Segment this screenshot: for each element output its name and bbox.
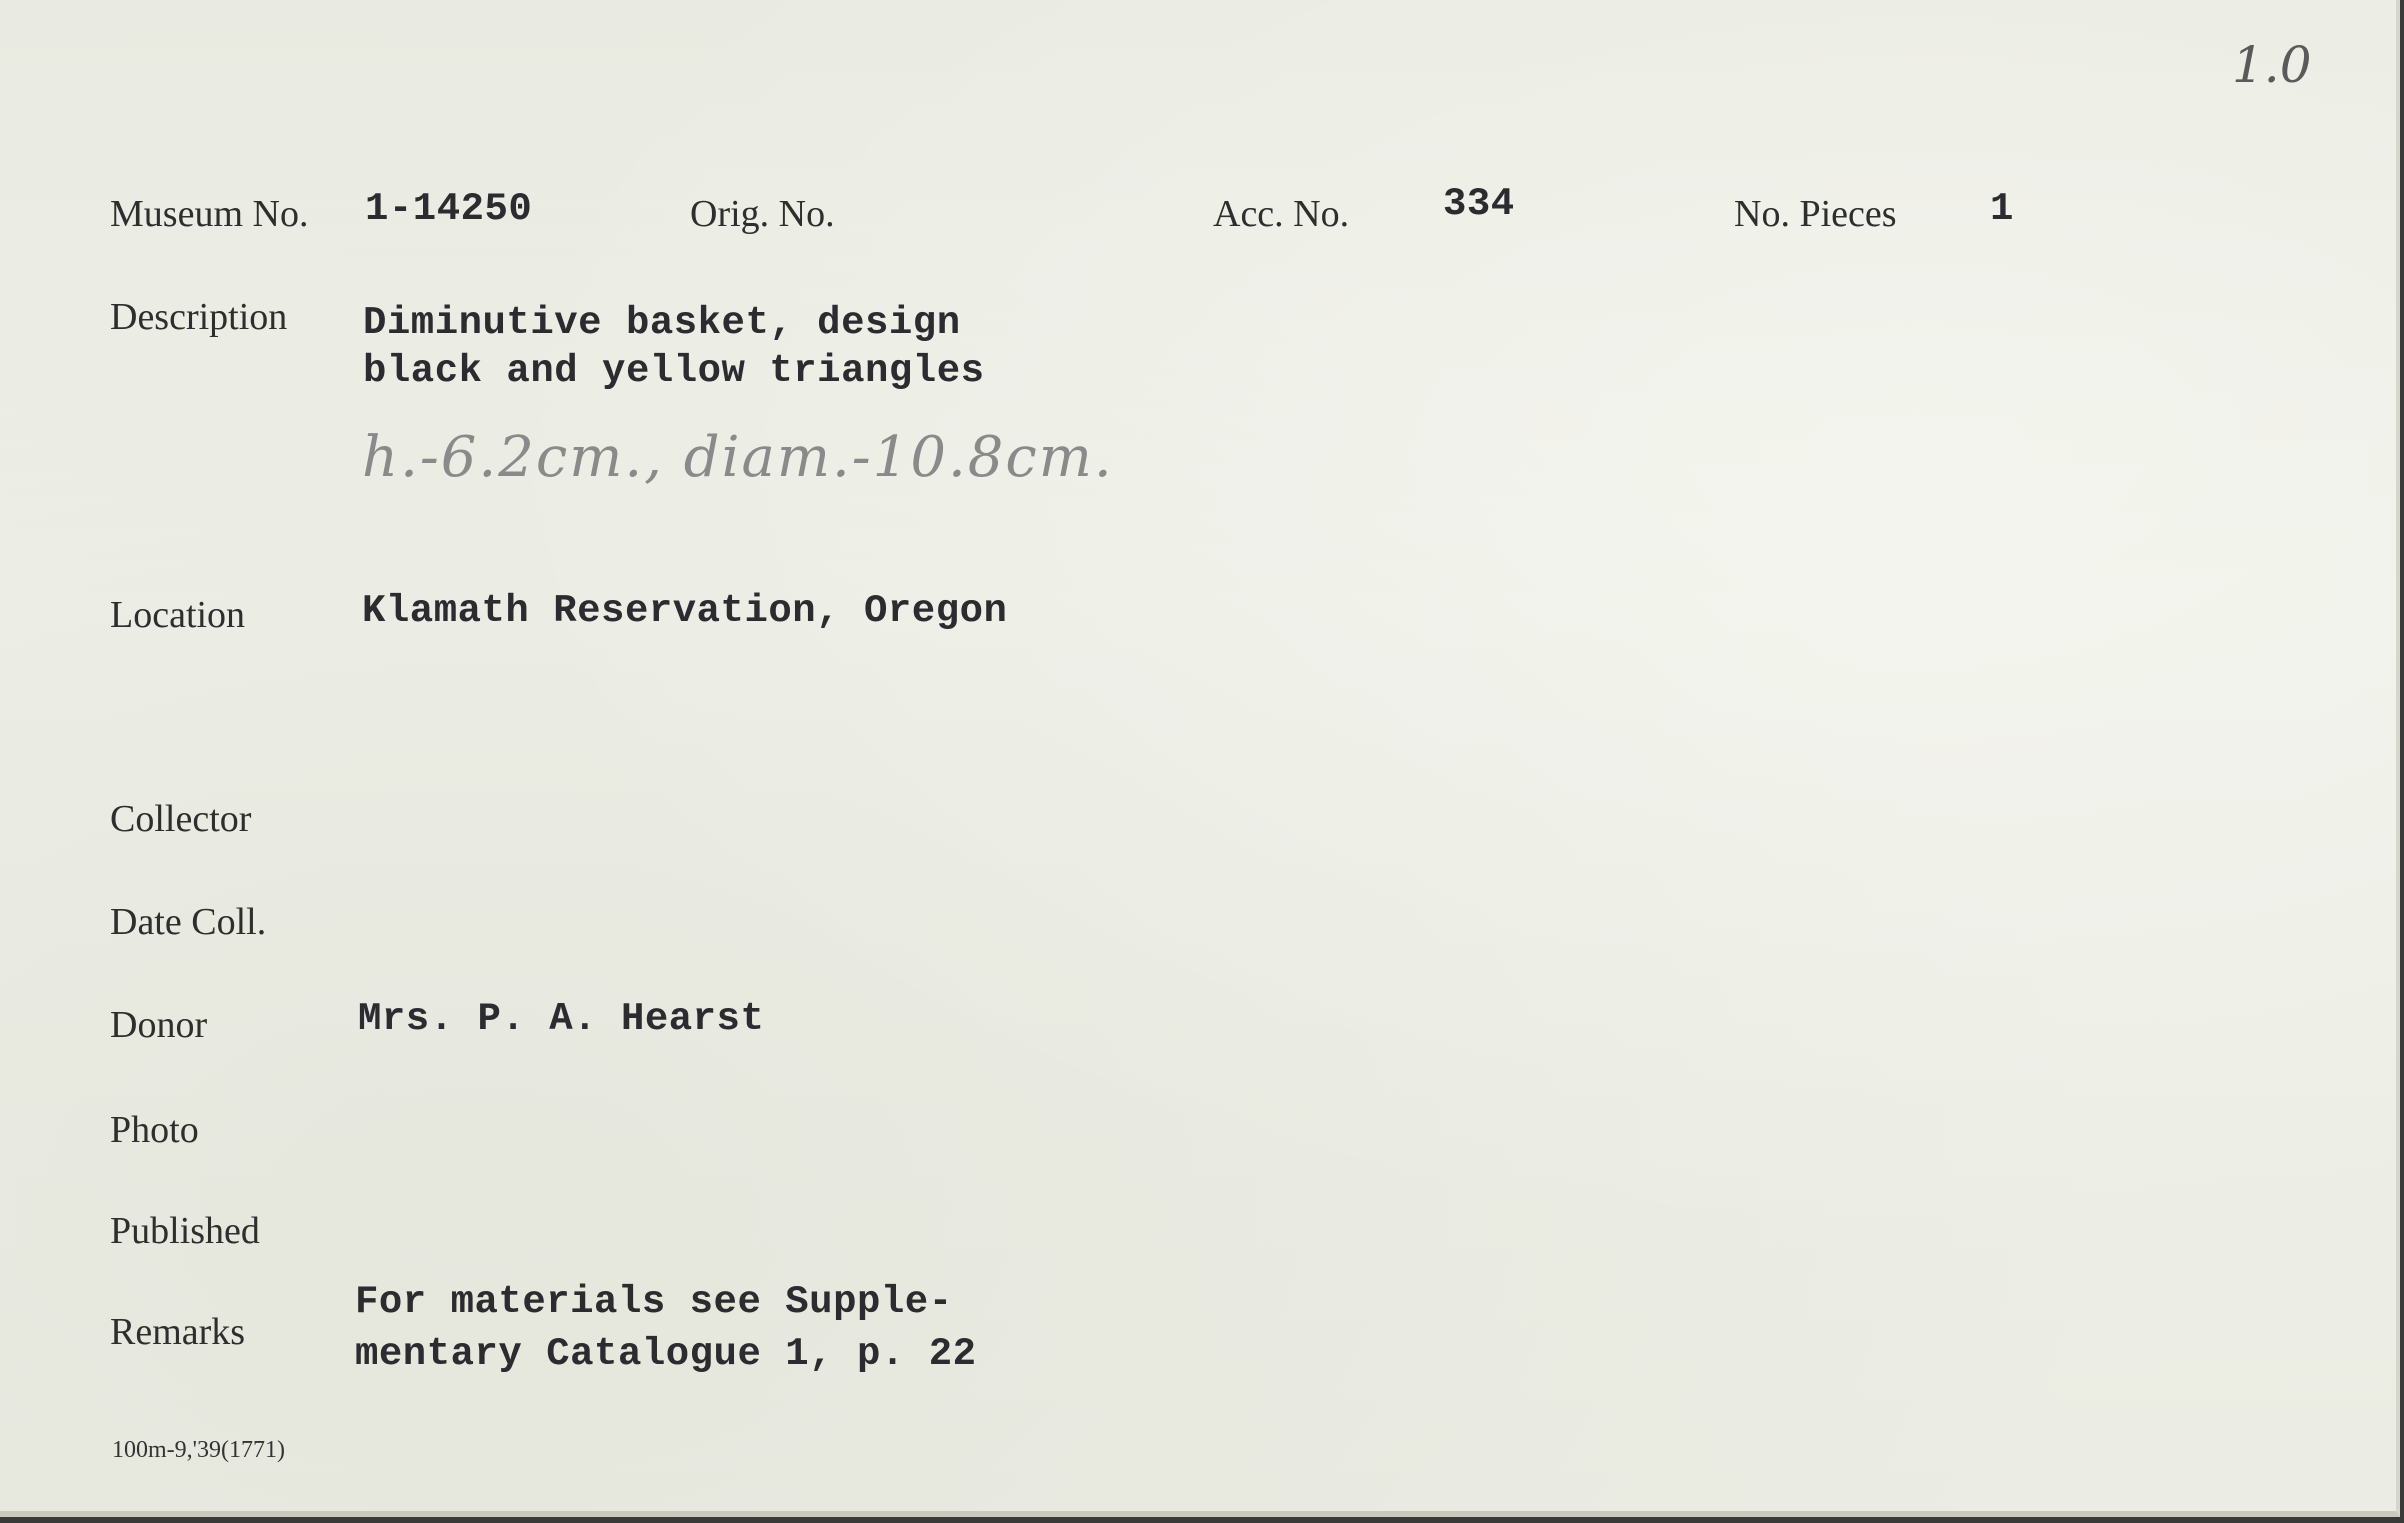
orig-no-label: Orig. No. (690, 193, 835, 235)
photo-label: Photo (110, 1109, 199, 1151)
collector-label: Collector (110, 798, 252, 840)
description-handwritten-measurements: h.-6.2cm., diam.-10.8cm. (362, 425, 1114, 490)
acc-no-value: 334 (1443, 182, 1515, 226)
no-pieces-value: 1 (1990, 187, 2014, 231)
corner-note: 1.0 (2232, 36, 2312, 94)
print-code: 100m-9,'39(1771) (112, 1437, 285, 1463)
date-coll-label: Date Coll. (110, 901, 267, 943)
museum-no-label: Museum No. (110, 193, 309, 235)
description-value: Diminutive basket, design black and yellow triangles (363, 301, 985, 393)
location-value: Klamath Reservation, Oregon (362, 589, 1008, 633)
remarks-label: Remarks (110, 1311, 246, 1353)
acc-no-label: Acc. No. (1213, 193, 1350, 235)
museum-no-value: 1-14250 (365, 187, 533, 231)
donor-label: Donor (110, 1004, 208, 1046)
donor-value: Mrs. P. A. Hearst (358, 997, 765, 1041)
published-label: Published (110, 1210, 260, 1252)
description-label: Description (110, 296, 288, 338)
no-pieces-label: No. Pieces (1734, 193, 1897, 235)
location-label: Location (110, 594, 246, 636)
remarks-value: For materials see Supple- mentary Catalogue 1, p. 22 (355, 1280, 977, 1376)
